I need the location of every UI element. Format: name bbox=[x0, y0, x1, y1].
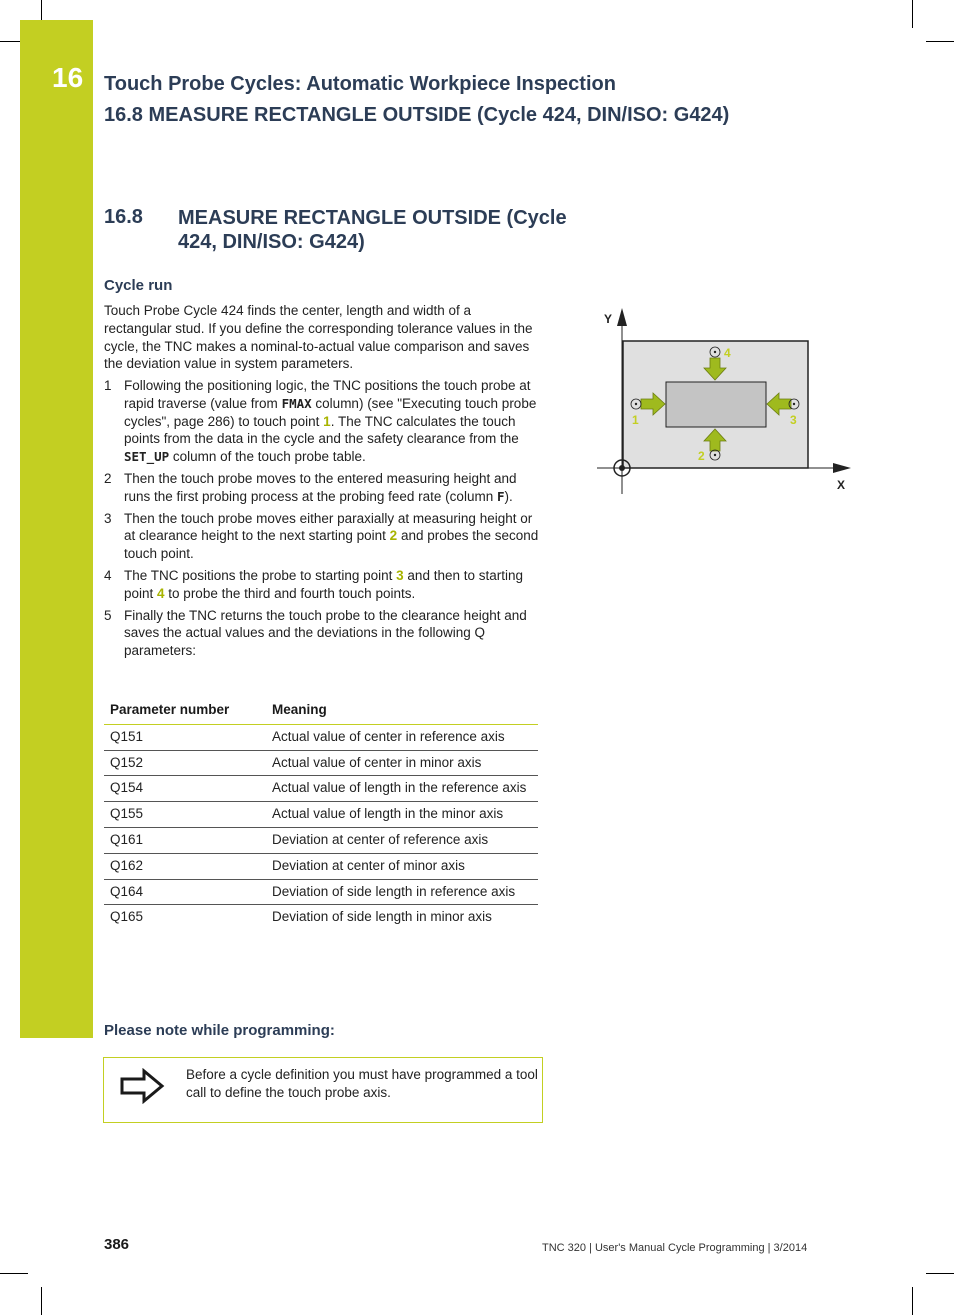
page-number: 386 bbox=[104, 1236, 130, 1253]
table-row bbox=[104, 879, 538, 905]
touch-point-ref: 1 bbox=[323, 413, 331, 429]
cycle-run-intro: Touch Probe Cycle 424 finds the center, length and width of a rectangular stud. If you define the corresponding tolerance values in the cycle, the TNC makes a nominal-to-actual value comparison and saves the deviation value in system parameters. bbox=[104, 303, 533, 372]
touch-point-ref: 2 bbox=[389, 528, 398, 544]
footer-text: TNC 320 | User's Manual Cycle Programming | 3/2014 bbox=[542, 1242, 808, 1254]
rectangular-stud bbox=[666, 382, 766, 427]
parameter-cell: Q165 bbox=[110, 909, 144, 925]
table-row bbox=[104, 853, 538, 879]
step-item bbox=[104, 510, 539, 563]
step-item bbox=[104, 607, 539, 660]
meaning-cell: Actual value of center in minor axis bbox=[266, 750, 538, 776]
meaning-cell: Deviation at center of reference axis bbox=[266, 827, 538, 853]
table-header-row bbox=[104, 698, 538, 724]
parameter-cell: Q154 bbox=[104, 776, 266, 802]
step-number: 1 bbox=[104, 378, 112, 393]
cycle-run-heading: Cycle run bbox=[104, 277, 173, 294]
step-item bbox=[104, 377, 539, 466]
crop-mark bbox=[41, 1287, 42, 1315]
table-row bbox=[104, 724, 538, 750]
keyword-f: F bbox=[496, 488, 505, 504]
parameter-cell: Q152 bbox=[104, 750, 266, 776]
crop-mark bbox=[912, 0, 913, 28]
crop-mark bbox=[41, 0, 42, 20]
step-item bbox=[104, 567, 539, 603]
crop-mark bbox=[926, 1273, 954, 1274]
right-arrow-icon bbox=[120, 1068, 166, 1104]
keyword-fmax: FMAX bbox=[281, 395, 312, 411]
meaning-cell: Actual value of length in the reference axis bbox=[266, 776, 538, 802]
step-number: 3 bbox=[104, 510, 112, 526]
table-row bbox=[104, 827, 538, 853]
meaning-cell: Deviation of side length in reference axis bbox=[266, 879, 538, 905]
step-item bbox=[104, 470, 539, 506]
touch-point-ref: 4 bbox=[157, 585, 165, 601]
note-heading: Please note while programming: bbox=[104, 1022, 335, 1039]
crop-mark bbox=[912, 1287, 913, 1315]
step-text: Following the positioning logic, the TNC positions the touch probe at rapid traverse (value from FMAX column) (see "Executing touch probe cycles", page 286) to touch point 1. The TNC calculates the touch points from the data in the cycle and the safety clearance from the SET_UP column of the touch probe table. bbox=[124, 378, 537, 465]
table-row bbox=[104, 802, 538, 828]
q-parameter-table bbox=[104, 698, 538, 930]
chapter-subtitle: 16.8 MEASURE RECTANGLE OUTSIDE (Cycle 424, DIN/ISO: G424) bbox=[104, 104, 730, 126]
meaning-cell: Deviation of side length in minor axis bbox=[272, 909, 492, 925]
parameter-cell: Q162 bbox=[104, 853, 266, 879]
section-number: 16.8 bbox=[104, 206, 143, 228]
chapter-tab bbox=[20, 20, 93, 1038]
point-label-2: 2 bbox=[698, 449, 705, 463]
step-number: 4 bbox=[104, 567, 112, 583]
y-axis-arrow bbox=[617, 308, 627, 326]
parameter-cell: Q161 bbox=[104, 827, 266, 853]
parameter-cell: Q164 bbox=[104, 879, 266, 905]
chapter-number: 16 bbox=[52, 62, 84, 93]
point-label-3: 3 bbox=[790, 413, 797, 427]
crop-mark bbox=[0, 1273, 28, 1274]
x-axis-arrow bbox=[833, 463, 851, 473]
y-axis-label: Y bbox=[604, 312, 613, 326]
table-row bbox=[104, 776, 538, 802]
point-label-4: 4 bbox=[724, 346, 731, 360]
column-header: Meaning bbox=[266, 698, 538, 724]
column-header: Parameter number bbox=[104, 698, 266, 724]
step-text: The TNC positions the probe to starting point 3 and then to starting point 4 to probe the third and fourth touch points. bbox=[124, 567, 524, 601]
meaning-cell: Deviation at center of minor axis bbox=[266, 853, 538, 879]
chapter-title: Touch Probe Cycles: Automatic Workpiece Inspection bbox=[104, 73, 616, 95]
section-title: MEASURE RECTANGLE OUTSIDE (Cycle 424, DIN/ISO: G424) bbox=[178, 207, 567, 253]
touch-point-ref: 3 bbox=[396, 567, 404, 583]
meaning-cell: Actual value of center in reference axis bbox=[266, 724, 538, 750]
meaning-cell: Actual value of length in the minor axis bbox=[266, 802, 538, 828]
parameter-cell: Q155 bbox=[104, 802, 266, 828]
keyword-set-up: SET_UP bbox=[124, 449, 170, 465]
step-text: Then the touch probe moves either paraxially at measuring height or at clearance height to the next starting point 2 and probes the second touch point. bbox=[124, 510, 539, 562]
step-number: 5 bbox=[104, 607, 112, 623]
crop-mark bbox=[926, 41, 954, 42]
parameter-cell: Q151 bbox=[104, 724, 266, 750]
steps-list bbox=[104, 377, 539, 664]
step-text: Then the touch probe moves to the entered measuring height and runs the first probing process at the probing feed rate (column F). bbox=[124, 470, 517, 504]
step-number: 2 bbox=[104, 470, 112, 486]
note-box bbox=[103, 1057, 543, 1123]
table-row bbox=[104, 750, 538, 776]
x-axis-label: X bbox=[837, 478, 846, 492]
probe-diagram bbox=[597, 306, 857, 496]
crop-mark bbox=[0, 41, 20, 42]
datum-icon-center bbox=[619, 465, 625, 471]
point-label-1: 1 bbox=[632, 413, 639, 427]
step-text: Finally the TNC returns the touch probe to the clearance height and saves the actual values and the deviations in the following Q parameters: bbox=[124, 607, 527, 659]
note-text: Before a cycle definition you must have programmed a tool call to define the touch probe axis. bbox=[186, 1067, 538, 1100]
table-row bbox=[104, 905, 538, 930]
